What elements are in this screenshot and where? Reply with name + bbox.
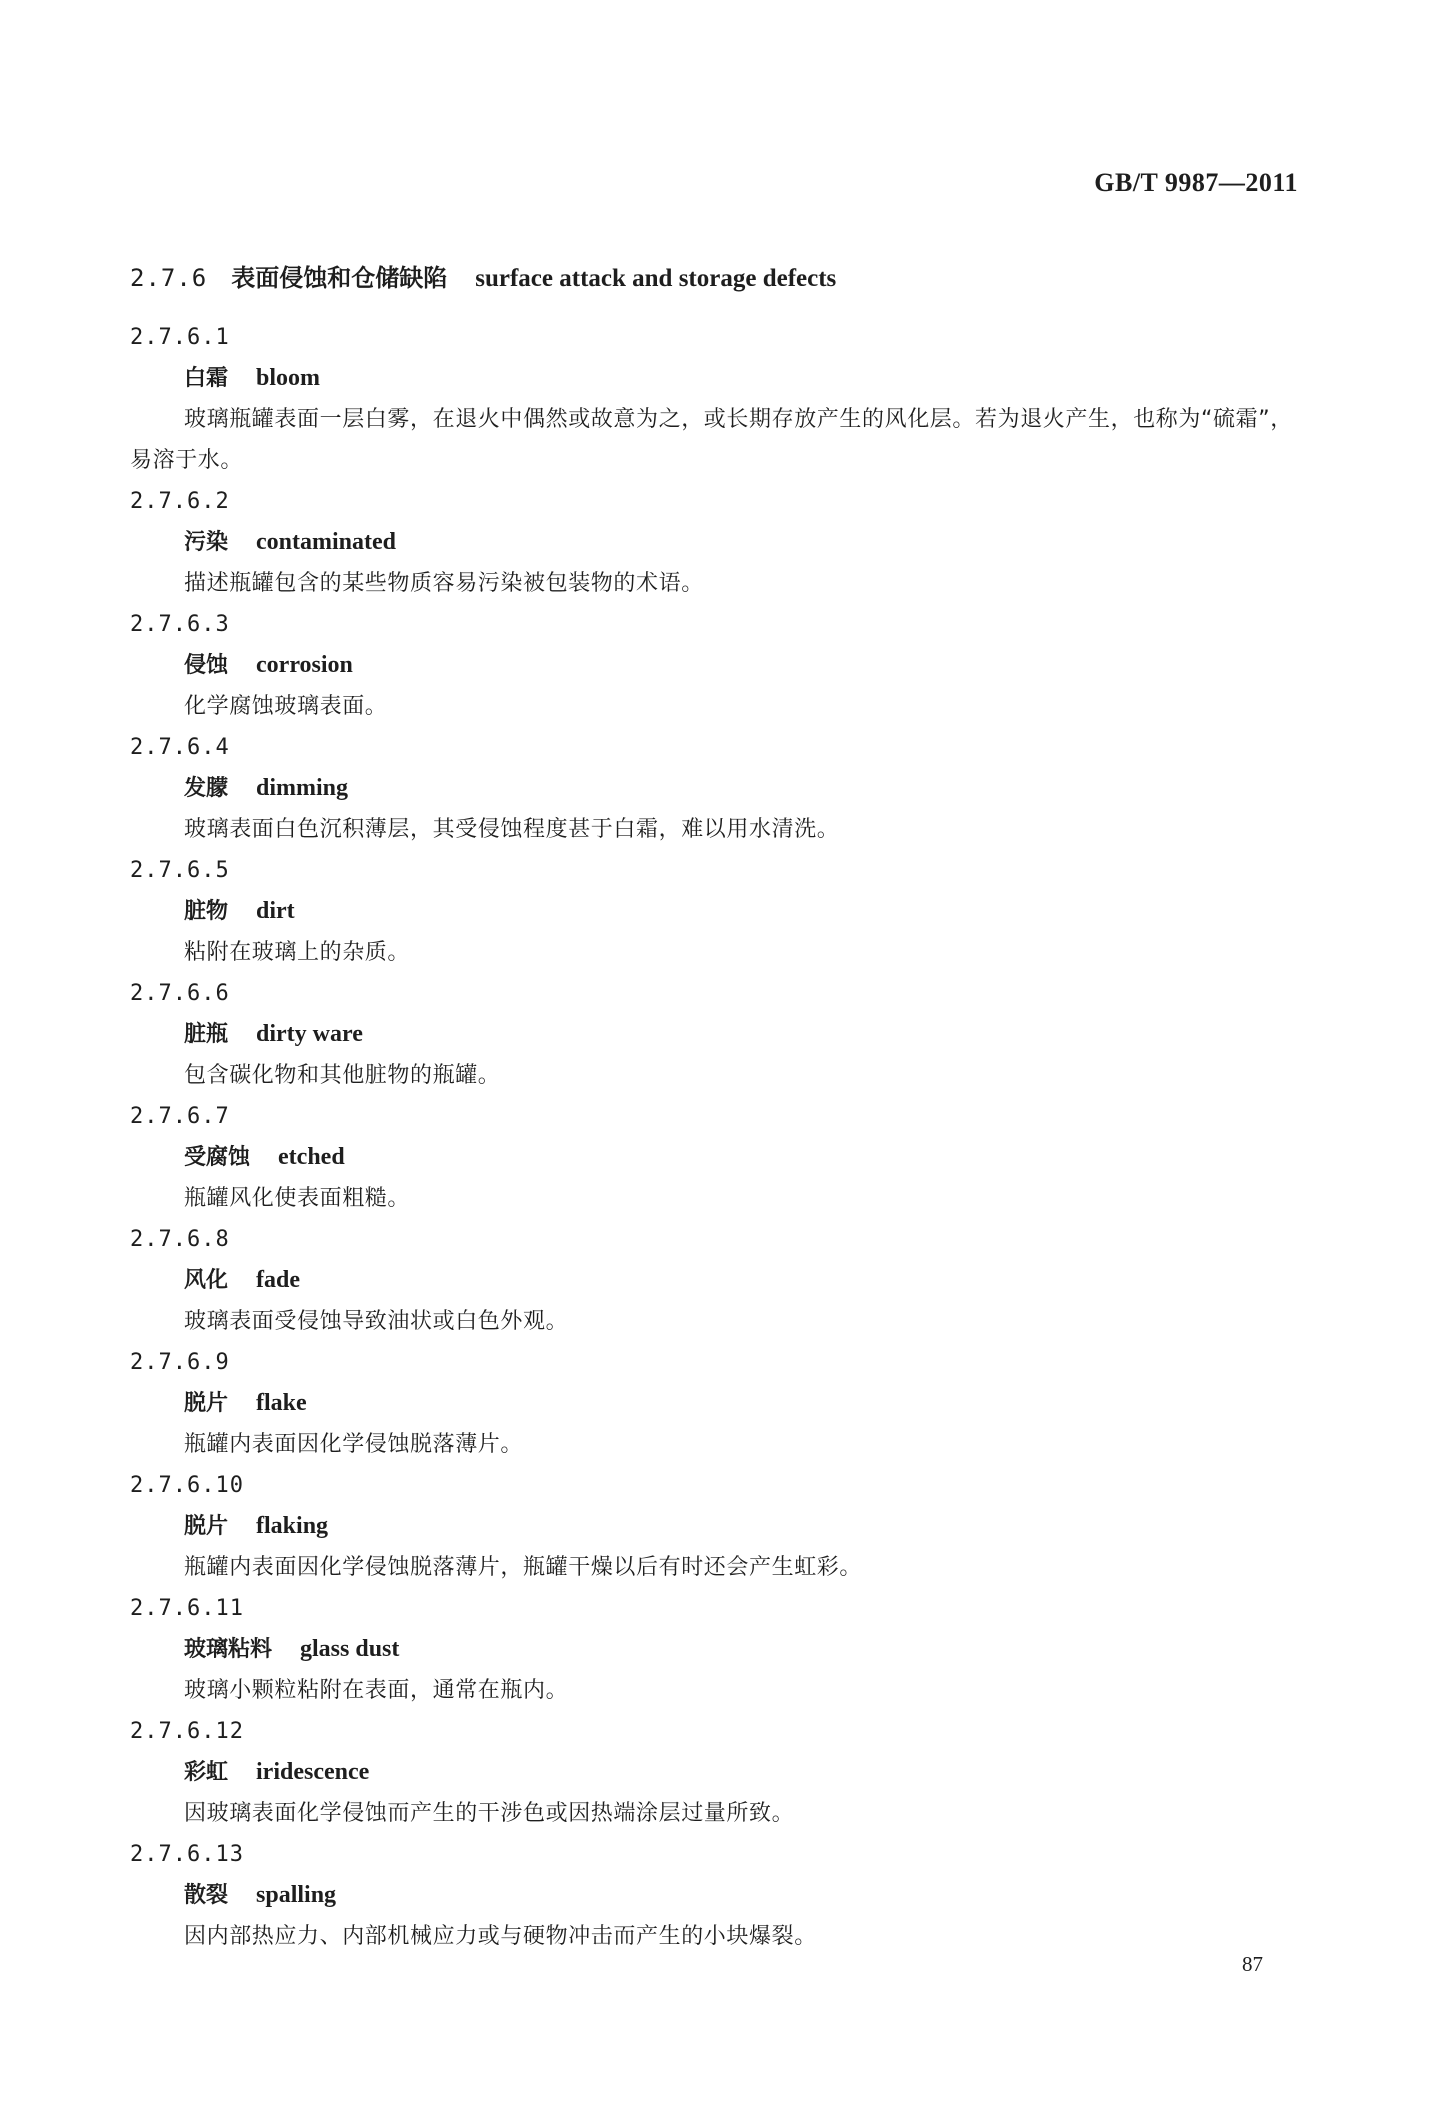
term-en: contaminated (256, 529, 397, 555)
section-heading (130, 258, 836, 293)
term-cn: 散裂 (184, 1883, 229, 1908)
entry-definition: 瓶罐内表面因化学侵蚀脱落薄片。 (184, 1432, 524, 1457)
entry-number: 2.7.6.6 (130, 981, 230, 1006)
term-entry-dirty-ware (130, 973, 1302, 1096)
term-cn: 风化 (184, 1268, 229, 1293)
entry-term (130, 768, 1302, 809)
entry-term (130, 891, 1302, 932)
term-entry-bloom (130, 317, 1302, 481)
entry-term (130, 358, 1302, 399)
entry-number: 2.7.6.5 (130, 858, 230, 883)
entry-number: 2.7.6.11 (130, 1596, 244, 1621)
entry-term (130, 1260, 1302, 1301)
entry-definition: 化学腐蚀玻璃表面。 (184, 694, 388, 719)
term-cn: 脱片 (184, 1391, 229, 1416)
term-en: dimming (256, 775, 349, 801)
term-en: iridescence (256, 1759, 370, 1785)
entry-term (130, 1629, 1302, 1670)
entry-number: 2.7.6.9 (130, 1350, 230, 1375)
entry-definition: 瓶罐风化使表面粗糙。 (184, 1186, 411, 1211)
term-en: etched (278, 1144, 345, 1170)
entry-number: 2.7.6.3 (130, 612, 230, 637)
entry-definition: 玻璃表面受侵蚀导致油状或白色外观。 (184, 1309, 569, 1334)
term-en: dirty ware (256, 1021, 363, 1047)
entry-number: 2.7.6.13 (130, 1842, 244, 1867)
term-entry-glass-dust (130, 1588, 1302, 1711)
entry-number: 2.7.6.4 (130, 735, 230, 760)
entry-term (130, 1383, 1302, 1424)
entry-definition: 瓶罐内表面因化学侵蚀脱落薄片，瓶罐干燥以后有时还会产生虹彩。 (184, 1555, 863, 1580)
term-cn: 受腐蚀 (184, 1145, 251, 1170)
entry-definition: 玻璃小颗粒粘附在表面，通常在瓶内。 (184, 1678, 569, 1703)
entry-number: 2.7.6.7 (130, 1104, 230, 1129)
term-entries (130, 317, 1302, 1957)
entry-term (130, 522, 1302, 563)
entry-definition: 因内部热应力、内部机械应力或与硬物冲击而产生的小块爆裂。 (184, 1924, 817, 1949)
term-en: bloom (256, 365, 321, 391)
term-en: glass dust (300, 1636, 400, 1662)
term-entry-iridescence (130, 1711, 1302, 1834)
term-cn: 脱片 (184, 1514, 229, 1539)
section-title-cn: 表面侵蚀和仓储缺陷 (231, 264, 448, 292)
entry-definition: 玻璃瓶罐表面一层白雾，在退火中偶然或故意为之，或长期存放产生的风化层。若为退火产生，也称为“硫霜”，易溶于水。 (130, 407, 1293, 473)
entry-number: 2.7.6.12 (130, 1719, 244, 1744)
entry-definition: 因玻璃表面化学侵蚀而产生的干涉色或因热端涂层过量所致。 (184, 1801, 795, 1826)
term-en: corrosion (256, 652, 353, 678)
entry-definition: 包含碳化物和其他脏物的瓶罐。 (184, 1063, 501, 1088)
entry-term (130, 1137, 1302, 1178)
term-cn: 白霜 (184, 366, 229, 391)
term-entry-spalling (130, 1834, 1302, 1957)
page-number: 87 (1242, 1952, 1263, 1976)
entry-definition: 粘附在玻璃上的杂质。 (184, 940, 411, 965)
term-entry-fade (130, 1219, 1302, 1342)
term-en: dirt (256, 898, 295, 924)
entry-term (130, 1875, 1302, 1916)
entry-number: 2.7.6.10 (130, 1473, 244, 1498)
entry-term (130, 1506, 1302, 1547)
entry-term (130, 645, 1302, 686)
term-cn: 污染 (184, 530, 229, 555)
entry-definition: 描述瓶罐包含的某些物质容易污染被包装物的术语。 (184, 571, 704, 596)
term-entry-dirt (130, 850, 1302, 973)
entry-term (130, 1752, 1302, 1793)
term-en: flaking (256, 1513, 329, 1539)
term-cn: 侵蚀 (184, 653, 229, 678)
entry-definition: 玻璃表面白色沉积薄层，其受侵蚀程度甚于白霜，难以用水清洗。 (184, 817, 840, 842)
term-en: flake (256, 1390, 307, 1416)
section-title-en: surface attack and storage defects (475, 265, 837, 292)
term-entry-flake (130, 1342, 1302, 1465)
term-cn: 脏瓶 (184, 1022, 229, 1047)
standard-number: GB/T 9987—2011 (1094, 168, 1298, 197)
term-entry-contaminated (130, 481, 1302, 604)
term-cn: 脏物 (184, 899, 229, 924)
entry-number: 2.7.6.2 (130, 489, 230, 514)
entry-term (130, 1014, 1302, 1055)
entry-number: 2.7.6.8 (130, 1227, 230, 1252)
term-cn: 玻璃粘料 (184, 1637, 273, 1662)
term-cn: 发朦 (184, 776, 229, 801)
term-cn: 彩虹 (184, 1760, 229, 1785)
term-entry-corrosion (130, 604, 1302, 727)
term-entry-flaking (130, 1465, 1302, 1588)
term-entry-dimming (130, 727, 1302, 850)
term-en: spalling (256, 1882, 337, 1908)
term-entry-etched (130, 1096, 1302, 1219)
term-en: fade (256, 1267, 301, 1293)
entry-number: 2.7.6.1 (130, 325, 230, 350)
section-number: 2.7.6 (130, 264, 208, 292)
